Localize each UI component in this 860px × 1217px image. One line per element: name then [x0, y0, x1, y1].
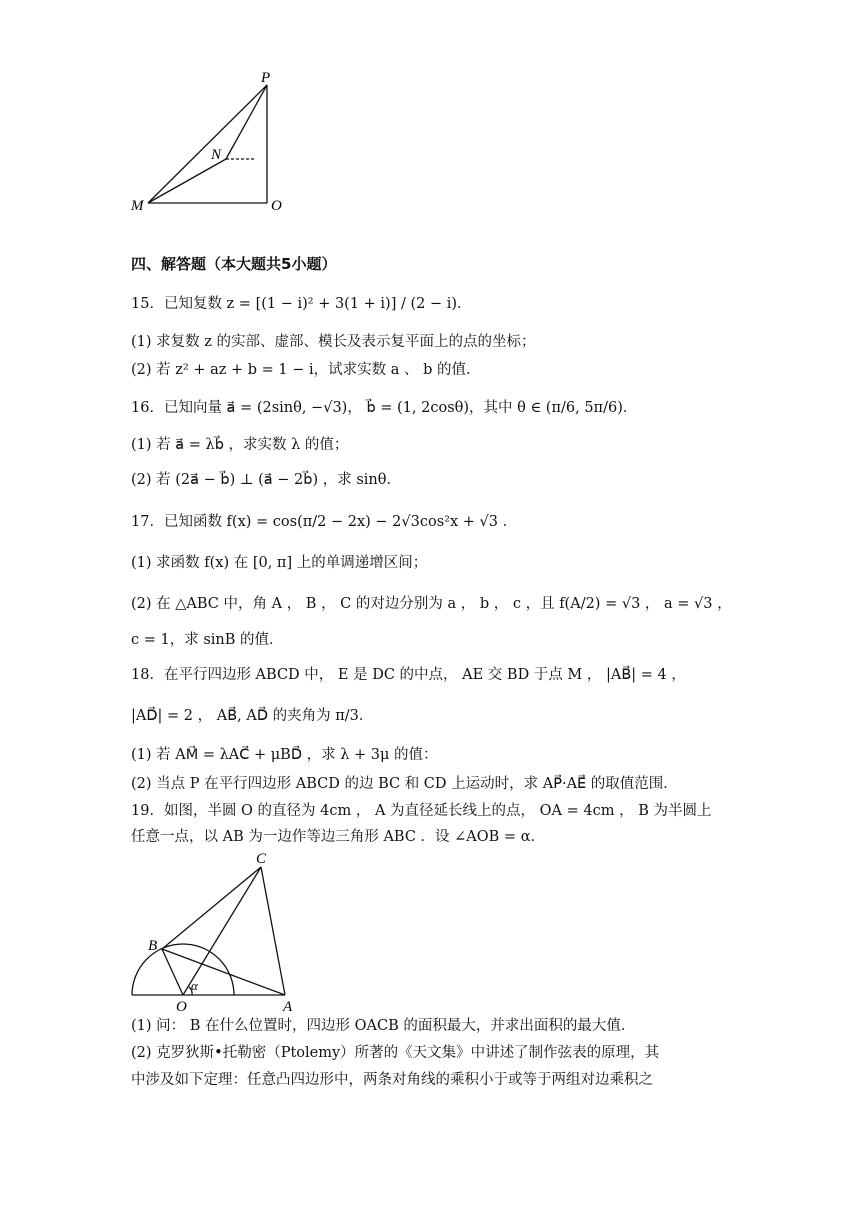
label-o: O	[271, 198, 282, 214]
label-alpha: α	[191, 978, 198, 993]
segment-bc	[162, 867, 261, 949]
problem-19-part-2: (2) 克罗狄斯•托勒密（Ptolemy）所著的《天文集》中讲述了制作弦表的原理，其	[131, 1045, 660, 1061]
problem-19-part-2-cont: 中涉及如下定理：任意凸四边形中，两条对角线的乘积小于或等于两组对边乘积之	[131, 1072, 653, 1088]
problem-15-part-2: (2) 若 z² + az + b = 1 − i，试求实数 a 、 b 的值.	[131, 362, 471, 378]
problem-19-part-1: (1) 问： B 在什么位置时，四边形 OACB 的面积最大，并求出面积的最大值．	[131, 1018, 636, 1034]
problem-18-part-1: (1) 若 AM⃗ = λAC⃗ + μBD⃗ ，求 λ + 3μ 的值：	[131, 747, 438, 763]
problem-15-stem: 15．已知复数 z = [(1 − i)² + 3(1 + i)] / (2 − i)．	[131, 296, 472, 312]
problem-16-part-2: (2) 若 (2a⃗ − b⃗) ⊥ (a⃗ − 2b⃗) ，求 sinθ．	[131, 472, 401, 488]
segment-np	[226, 85, 267, 159]
problem-15-part-1: (1) 求复数 z 的实部、虚部、模长及表示复平面上的点的坐标；	[131, 334, 536, 350]
label-m: M	[131, 198, 144, 214]
segment-oc	[183, 867, 261, 995]
problem-17-stem: 17．已知函数 f(x) = cos(π/2 − 2x) − 2√3cos²x + √3 ．	[131, 514, 518, 530]
problem-18-stem: 18．在平行四边形 ABCD 中， E 是 DC 的中点， AE 交 BD 于点 M ， |AB⃗| = 4 ，	[131, 667, 686, 683]
label-c: C	[256, 851, 267, 867]
label-b: B	[148, 938, 158, 954]
problem-19-stem: 19．如图，半圆 O 的直径为 4cm ， A 为直径延长线上的点， OA = 4cm ， B 为半圆上	[131, 803, 712, 819]
figure-semicircle-abc	[120, 845, 310, 1015]
figure-triangle-mop	[120, 65, 300, 215]
problem-19-stem-cont: 任意一点，以 AB 为一边作等边三角形 ABC ．设 ∠AOB = α．	[131, 829, 545, 845]
label-o2: O	[176, 999, 187, 1015]
label-n: N	[211, 147, 222, 163]
problem-17-part-1: (1) 求函数 f(x) 在 [0, π] 上的单调递增区间；	[131, 555, 428, 571]
segment-mn	[148, 159, 226, 203]
label-a: A	[283, 999, 293, 1015]
problem-17-part-2-cont: c = 1，求 sinB 的值．	[131, 632, 284, 648]
problem-16-stem: 16．已知向量 a⃗ = (2sinθ, −√3)， b⃗ = (1, 2cosθ)，其中 θ ∈ (π/6, 5π/6)．	[131, 400, 638, 416]
segment-mp	[148, 85, 267, 203]
problem-17-part-2: (2) 在 △ABC 中，角 A ， B ， C 的对边分别为 a ， b ， c ，且 f(A/2) = √3 ， a = √3 ，	[131, 596, 732, 612]
section-title: 四、解答题（本大题共5小题）	[131, 255, 337, 273]
segment-ac	[261, 867, 285, 995]
problem-18-part-2: (2) 当点 P 在平行四边形 ABCD 的边 BC 和 CD 上运动时，求 AP⃗·AE⃗ 的取值范围．	[131, 776, 678, 792]
problem-18-stem-cont: |AD⃗| = 2 ， AB⃗, AD⃗ 的夹角为 π/3．	[131, 708, 374, 724]
label-p: P	[261, 70, 271, 86]
problem-16-part-1: (1) 若 a⃗ = λb⃗ ，求实数 λ 的值；	[131, 437, 349, 453]
